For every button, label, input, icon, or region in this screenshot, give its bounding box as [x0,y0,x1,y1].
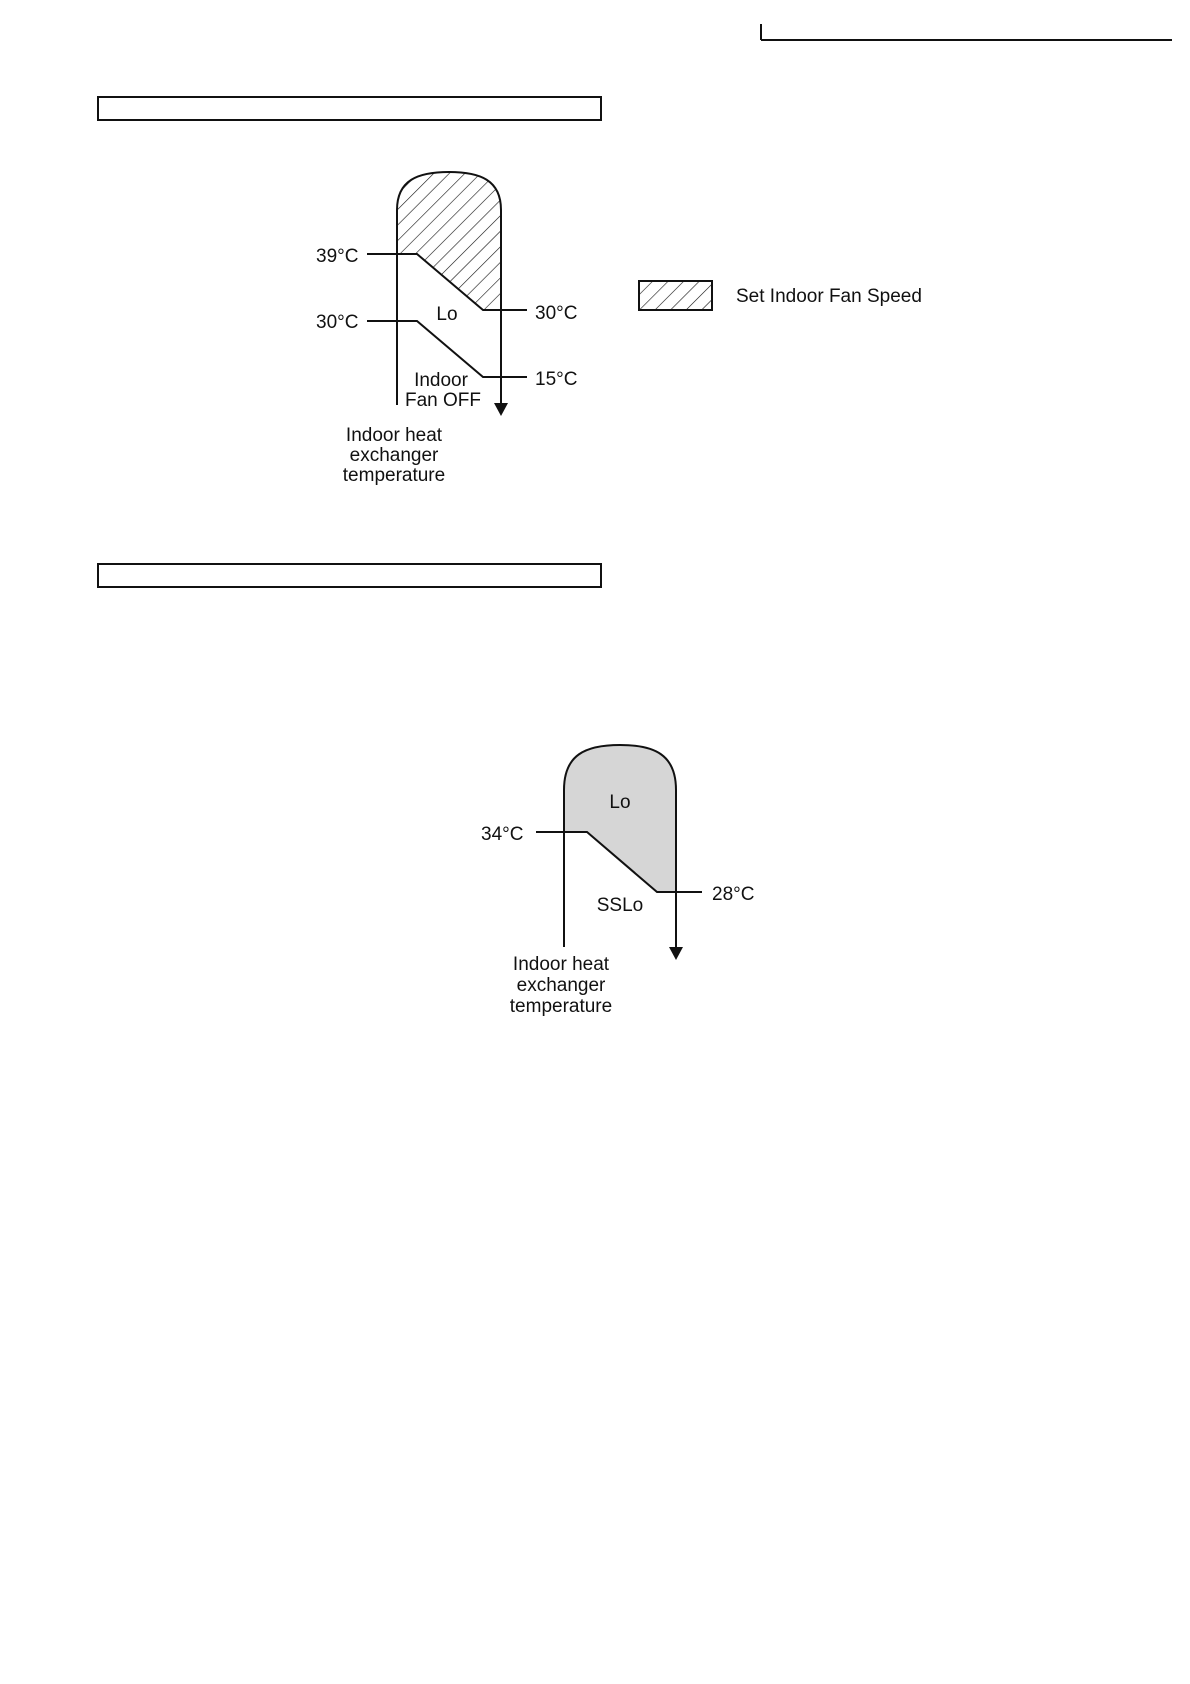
diagram-1-lower-threshold-line [367,321,527,377]
legend-hatch-swatch [639,281,712,310]
temp-label-30-right: 30°C [535,303,578,324]
page-header-rule [761,24,1172,40]
diagram-2-arrow-head [669,947,683,960]
temp-label-30-left: 30°C [316,312,359,333]
axis-label-2-line-2: exchanger [516,975,606,996]
legend [639,281,922,310]
axis-label-line-3: temperature [342,465,446,486]
grey-lo-zone [564,745,676,892]
axis-label-line-2: exchanger [349,445,439,466]
axis-label-line-1: Indoor heat [345,425,443,446]
diagram-1-arrow-head [494,403,508,416]
hatched-fan-speed-zone [397,172,501,310]
zone-label-lo-2: Lo [609,792,631,813]
temp-label-15: 15°C [535,369,578,390]
section-heading-box-2 [98,564,601,587]
section-heading-box-1 [98,97,601,120]
legend-label: Set Indoor Fan Speed [736,286,922,307]
temp-label-39: 39°C [316,246,359,267]
diagram-1 [316,172,577,486]
zone-label-lo: Lo [436,304,458,325]
axis-label-2-line-1: Indoor heat [512,954,610,975]
zone-label-sslo: SSLo [596,895,644,916]
axis-label-2-line-3: temperature [509,996,613,1017]
temp-label-34: 34°C [481,824,524,845]
temp-label-28: 28°C [712,884,755,905]
zone-label-indoor: Indoor [414,370,468,391]
zone-label-fan-off: Fan OFF [404,390,482,411]
diagram-2 [481,745,754,1017]
